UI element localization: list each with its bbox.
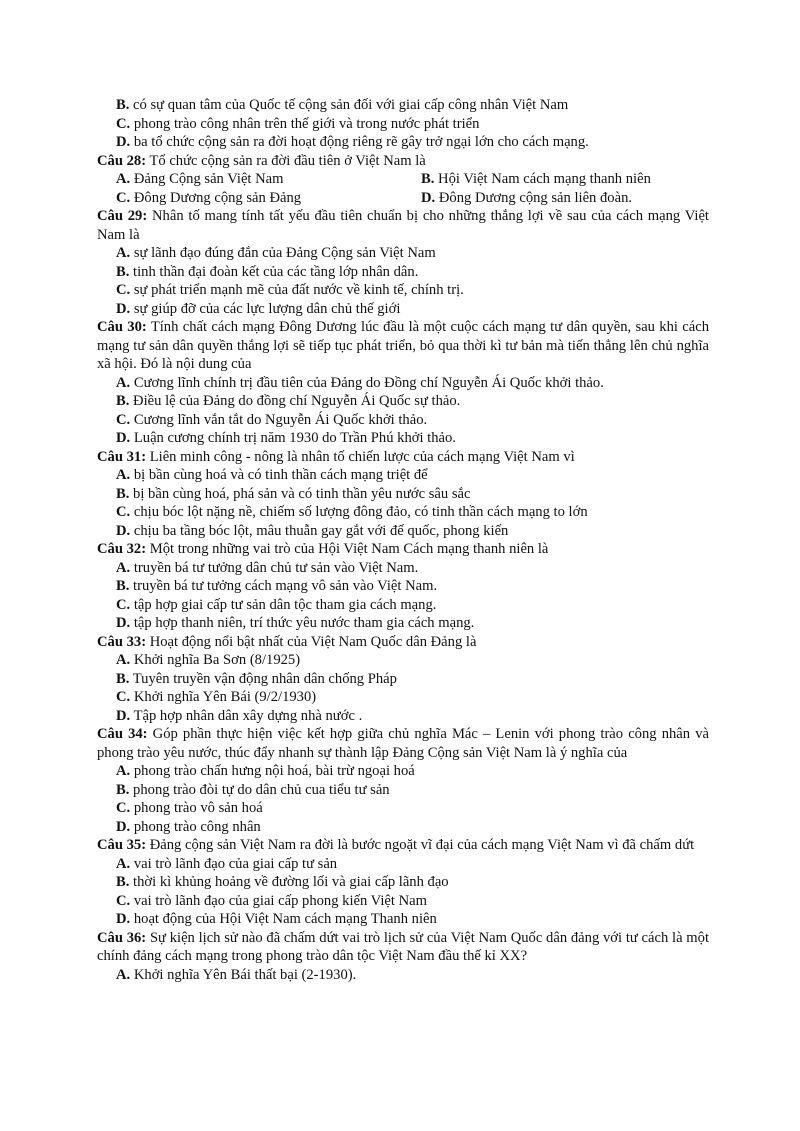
option-text: thời kì khủng hoảng về đường lối và giai cấp lãnh đạo	[133, 874, 449, 890]
option-c	[97, 411, 709, 430]
option-label: C.	[116, 596, 131, 613]
question-35	[97, 836, 709, 855]
question-text: Nhân tố mang tính tất yếu đầu tiên chuẩn bị cho những thắng lợi về sau của cách mạng Việt Nam là	[97, 208, 709, 243]
option-label: C.	[116, 282, 131, 298]
option-a	[97, 762, 709, 781]
option-label: D.	[116, 522, 131, 539]
option-d	[97, 300, 709, 319]
option-a	[116, 170, 421, 189]
option-a	[97, 559, 709, 578]
option-d	[97, 910, 709, 929]
option-text: phong trào đòi tự do dân chủ cua tiểu tư sản	[133, 781, 390, 798]
question-text: Tổ chức cộng sản ra đời đầu tiên ở Việt Nam là	[149, 152, 426, 169]
option-b	[97, 670, 709, 689]
option-label: C.	[116, 189, 131, 206]
option-c	[97, 281, 709, 300]
option-label: B.	[116, 263, 130, 280]
document-page	[97, 96, 709, 984]
option-text: tinh thần đại đoàn kết của các tầng lớp nhân dân.	[133, 263, 419, 280]
option-text: sự lãnh đạo đúng đắn của Đảng Cộng sản Việt Nam	[133, 245, 436, 261]
option-c	[97, 688, 709, 707]
option-a	[97, 374, 709, 393]
option-text: Luận cương chính trị năm 1930 do Trần Phú khởi thảo.	[133, 430, 456, 446]
option-label: D.	[116, 134, 131, 150]
option-d	[97, 614, 709, 633]
option-d	[97, 818, 709, 837]
option-label: A.	[116, 171, 131, 187]
question-29	[97, 207, 709, 244]
option-label: A.	[116, 467, 131, 483]
option-c	[97, 799, 709, 818]
question-31	[97, 448, 709, 467]
option-a	[97, 966, 709, 985]
question-30	[97, 318, 709, 374]
option-b	[97, 96, 709, 115]
option-text: hoạt động của Hội Việt Nam cách mạng Thanh niên	[133, 911, 437, 927]
question-text: Tính chất cách mạng Đông Dương lúc đầu là một cuộc cách mạng tư dân quyền, sau khi cách mạng tư sản dân quyền thắng lợi sẽ tiếp tục phát triển, bỏ qua thời kì tư bản mà tiến thẳng lên chủ nghĩa xã hội. Đó là nội dung của	[97, 319, 710, 372]
option-label: A.	[116, 245, 131, 261]
q28-options-row-2	[97, 189, 709, 208]
option-text: Đảng Cộng sản Việt Nam	[133, 171, 284, 187]
option-c	[97, 596, 709, 615]
option-b	[97, 781, 709, 800]
option-text: Cương lĩnh vắn tắt do Nguyễn Ái Quốc khởi thảo.	[133, 411, 428, 428]
option-label: B.	[116, 97, 130, 113]
question-text: Một trong những vai trò của Hội Việt Nam Cách mạng thanh niên là	[149, 541, 549, 557]
question-label: Câu 36:	[97, 929, 147, 946]
option-label: D.	[116, 911, 131, 927]
question-text: Hoạt động nổi bật nhất của Việt Nam Quốc dân Đảng là	[149, 633, 477, 650]
option-a	[97, 244, 709, 263]
option-label: D.	[421, 189, 436, 206]
question-34	[97, 725, 709, 762]
option-text: bị bần cùng hoá, phá sản và có tinh thần yêu nước sâu sắc	[133, 485, 471, 502]
question-label: Câu 34:	[97, 726, 148, 742]
option-text: tập hợp giai cấp tư sản dân tộc tham gia cách mạng.	[133, 596, 437, 613]
option-b	[97, 485, 709, 504]
option-label: A.	[116, 763, 131, 779]
option-label: A.	[116, 652, 131, 668]
option-text: bị bần cùng hoá và có tinh thần cách mạng triệt để	[133, 467, 428, 483]
question-text: Đảng cộng sản Việt Nam ra đời là bước ngoặt vĩ đại của cách mạng Việt Nam vì đã chấm dứt	[149, 837, 695, 853]
option-text: phong trào chấn hưng nội hoá, bài trừ ngoại hoá	[133, 763, 415, 779]
option-text: Khởi nghĩa Yên Bái thất bại (2-1930).	[133, 966, 357, 983]
option-text: có sự quan tâm của Quốc tế cộng sản đối với giai cấp công nhân Việt Nam	[133, 97, 569, 113]
option-c	[116, 189, 421, 208]
option-label: B.	[116, 781, 130, 798]
option-d	[97, 133, 709, 152]
option-c	[97, 115, 709, 134]
option-text: Khởi nghĩa Ba Sơn (8/1925)	[133, 652, 301, 668]
option-label: B.	[116, 874, 130, 890]
option-d	[97, 429, 709, 448]
option-label: A.	[116, 374, 131, 391]
option-text: vai trò lãnh đạo của giai cấp phong kiến Việt Nam	[133, 892, 427, 909]
q28-options-row-1	[97, 170, 709, 189]
option-b	[97, 577, 709, 596]
option-label: B.	[116, 393, 130, 409]
option-text: Tuyên truyền vận động nhân dân chống Pháp	[132, 670, 397, 687]
option-c	[97, 892, 709, 911]
option-label: A.	[116, 855, 131, 872]
question-label: Câu 35:	[97, 837, 147, 853]
option-text: chịu bóc lột nặng nề, chiếm số lượng đông đảo, có tinh thần cách mạng to lớn	[133, 504, 588, 520]
option-label: C.	[116, 689, 131, 705]
option-label: D.	[116, 615, 131, 631]
option-a	[97, 651, 709, 670]
option-label: D.	[116, 818, 131, 835]
question-text: Góp phần thực hiện việc kết hợp giữa chủ nghĩa Mác – Lenin với phong trào công nhân và phong trào yêu nước, thúc đẩy nhanh sự thành lập Đảng Cộng sản Việt Nam là ý nghĩa của	[97, 726, 709, 761]
option-label: C.	[116, 800, 131, 816]
question-28	[97, 152, 709, 171]
question-33	[97, 633, 709, 652]
question-label: Câu 32:	[97, 541, 147, 557]
option-label: B.	[116, 670, 130, 687]
option-label: D.	[116, 430, 131, 446]
question-text: Sự kiện lịch sử nào đã chấm dứt vai trò lịch sử của Việt Nam Quốc dân đảng với tư cách là một chính đảng cách mạng trong phong trào dân tộc Việt Nam đầu thế kỉ XX?	[97, 929, 710, 964]
option-text: Điều lệ của Đảng do đồng chí Nguyễn Ái Quốc sự thảo.	[133, 393, 461, 409]
option-text: Đông Dương cộng sản Đảng	[133, 189, 302, 206]
question-label: Câu 30:	[97, 319, 147, 335]
option-a	[97, 855, 709, 874]
option-label: C.	[116, 115, 131, 132]
question-label: Câu 31:	[97, 448, 147, 465]
option-a	[97, 466, 709, 485]
option-label: B.	[116, 485, 130, 502]
option-label: A.	[116, 559, 131, 576]
option-label: D.	[116, 707, 131, 724]
option-d	[421, 189, 632, 208]
option-label: C.	[116, 892, 131, 909]
option-text: Tập hợp nhân dân xây dựng nhà nước .	[133, 707, 363, 724]
option-text: tập hợp thanh niên, trí thức yêu nước tham gia cách mạng.	[133, 615, 475, 631]
option-d	[97, 707, 709, 726]
option-label: C.	[116, 504, 131, 520]
option-b	[97, 873, 709, 892]
option-text: chịu ba tầng bóc lột, mâu thuẫn gay gắt với đế quốc, phong kiến	[133, 522, 509, 539]
question-text: Liên minh công - nông là nhân tố chiến lược của cách mạng Việt Nam vì	[149, 448, 575, 465]
option-b	[97, 263, 709, 282]
option-label: B.	[421, 171, 435, 187]
option-label: D.	[116, 300, 131, 317]
option-text: truyền bá tư tưởng dân chủ tư sản vào Việt Nam.	[133, 559, 419, 576]
option-b	[421, 170, 651, 189]
option-text: phong trào công nhân trên thế giới và trong nước phát triển	[133, 115, 480, 132]
question-label: Câu 33:	[97, 633, 147, 650]
option-b	[97, 392, 709, 411]
option-text: Đông Dương cộng sản liên đoàn.	[438, 189, 633, 206]
option-text: sự phát triển mạnh mẽ của đất nước về kinh tế, chính trị.	[133, 282, 464, 298]
option-d	[97, 522, 709, 541]
option-label: C.	[116, 411, 131, 428]
option-text: phong trào vô sản hoá	[133, 800, 263, 816]
option-text: Khởi nghĩa Yên Bái (9/2/1930)	[133, 689, 317, 705]
option-c	[97, 503, 709, 522]
option-text: sự giúp đỡ của các lực lượng dân chủ thế giới	[133, 300, 401, 317]
option-text: Cương lĩnh chính trị đầu tiên của Đảng do Đồng chí Nguyễn Ái Quốc khởi thảo.	[133, 374, 604, 391]
option-text: phong trào công nhân	[133, 818, 261, 835]
question-36	[97, 929, 709, 966]
option-label: B.	[116, 578, 130, 594]
option-label: A.	[116, 966, 131, 983]
option-text: Hội Việt Nam cách mạng thanh niên	[438, 171, 651, 187]
option-text: truyền bá tư tưởng cách mạng vô sản vào Việt Nam.	[133, 578, 438, 594]
option-text: ba tổ chức cộng sản ra đời hoạt động riêng rẽ gây trở ngại lớn cho cách mạng.	[133, 134, 589, 150]
question-label: Câu 28:	[97, 152, 147, 169]
option-text: vai trò lãnh đạo của giai cấp tư sản	[133, 855, 338, 872]
question-32	[97, 540, 709, 559]
question-label: Câu 29:	[97, 208, 148, 224]
